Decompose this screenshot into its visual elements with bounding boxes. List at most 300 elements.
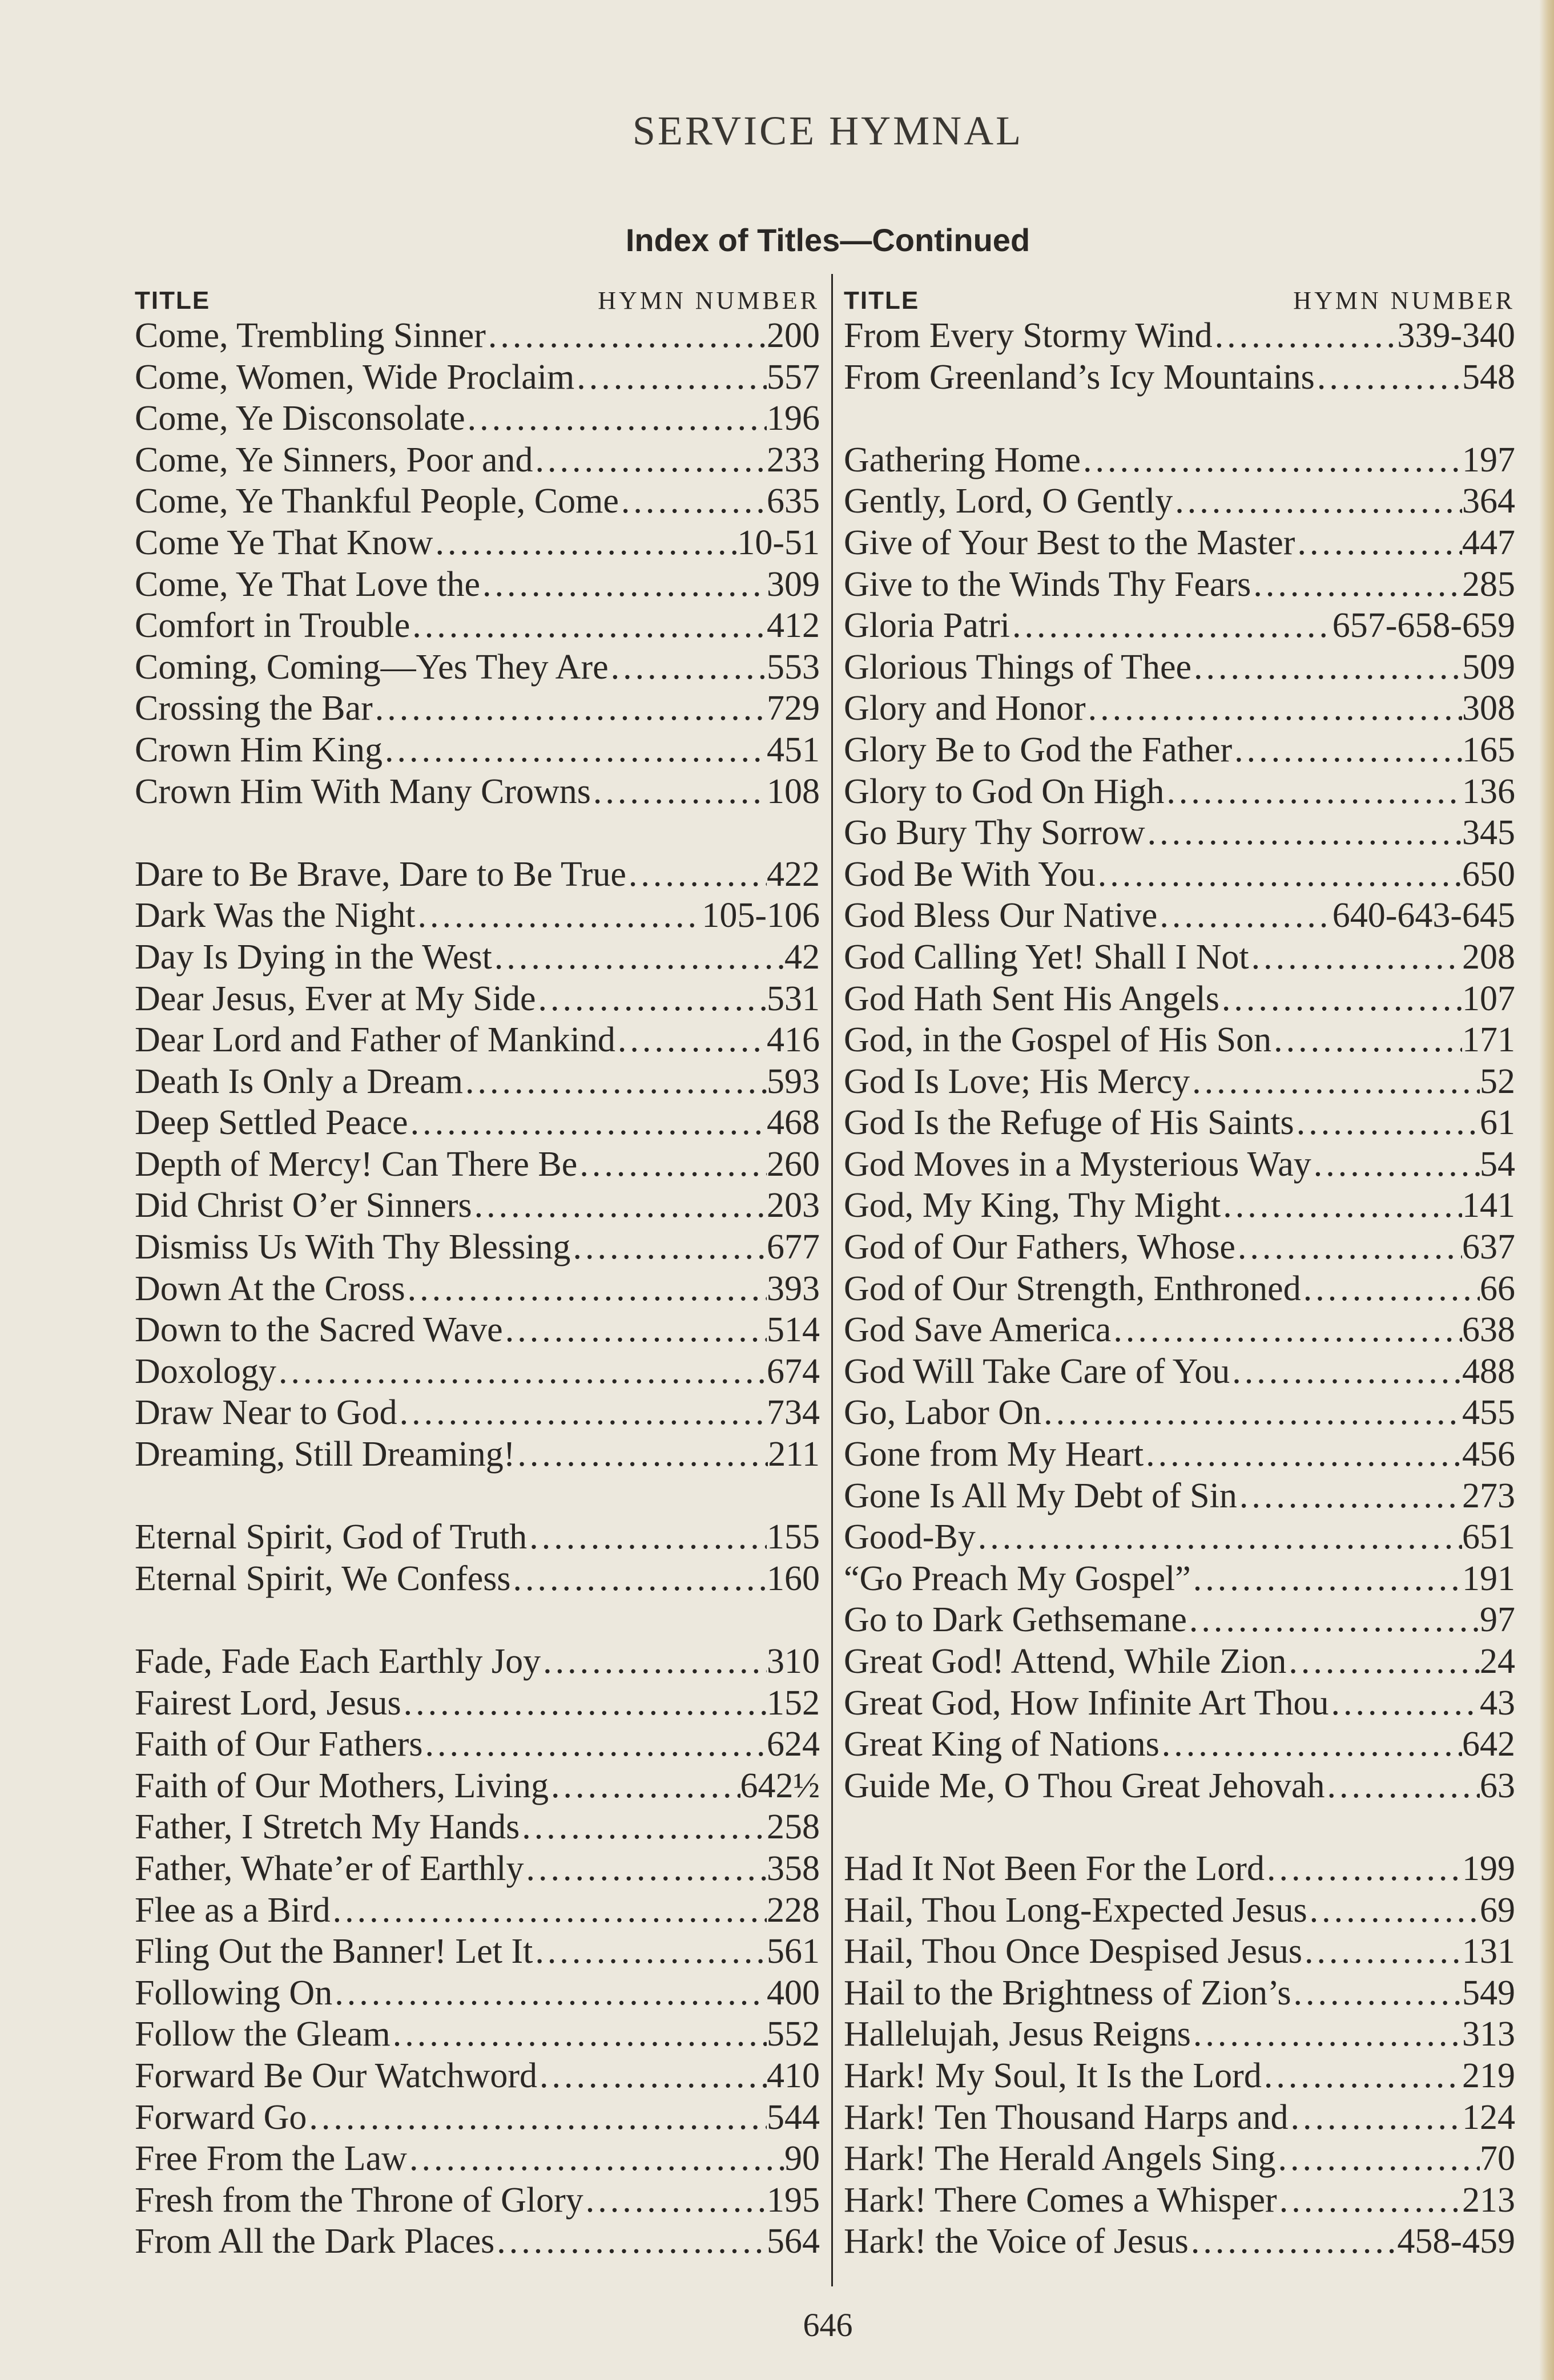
hymn-number: 640-643-645 <box>1332 896 1515 935</box>
hymn-number: 313 <box>1462 2015 1515 2054</box>
hymn-title: Crown Him King <box>135 730 383 769</box>
hymn-title: Dismiss Us With Thy Blessing <box>135 1228 571 1267</box>
letter-group-spacer <box>844 1806 1515 1848</box>
dot-leader <box>331 1890 767 1931</box>
dot-leader <box>1191 2014 1462 2055</box>
hymn-number: 197 <box>1462 440 1515 479</box>
title-column-header: TITLE <box>135 287 211 314</box>
index-entry <box>135 481 820 522</box>
index-entry <box>135 2055 820 2097</box>
dot-leader <box>1232 729 1462 771</box>
index-entry <box>844 1268 1515 1310</box>
hymn-title: Hark! the Voice of Jesus <box>844 2222 1189 2261</box>
dot-leader <box>577 1144 767 1185</box>
hymn-number: 66 <box>1480 1269 1515 1308</box>
index-entry <box>135 1683 820 1724</box>
hymn-title: Day Is Dying in the West <box>135 937 492 977</box>
hymn-number: 393 <box>767 1269 820 1308</box>
dot-leader <box>480 564 767 606</box>
hymn-number: 657-658-659 <box>1332 606 1515 646</box>
index-entry <box>135 1309 820 1351</box>
dot-leader <box>276 1351 767 1393</box>
hymn-number: 635 <box>767 482 820 521</box>
hymn-number: 165 <box>1462 730 1515 769</box>
hymn-number: 410 <box>767 2056 820 2095</box>
hymn-number-column-header: HYMN NUMBER <box>1293 287 1515 314</box>
hymn-title: God of Our Strength, Enthroned <box>844 1269 1301 1308</box>
dot-leader <box>1271 1019 1462 1061</box>
hymn-title: Gone Is All My Debt of Sin <box>844 1476 1237 1515</box>
hymn-number: 200 <box>767 316 820 355</box>
dot-leader <box>1191 647 1462 688</box>
hymn-number: 195 <box>767 2180 820 2220</box>
dot-leader <box>619 481 767 522</box>
hymn-number: 564 <box>767 2222 820 2261</box>
dot-leader <box>423 1724 767 1765</box>
dot-leader <box>410 605 767 647</box>
hymn-title: Hail to the Brightness of Zion’s <box>844 1973 1291 2012</box>
dot-leader <box>1286 1641 1480 1683</box>
dot-leader <box>1302 1931 1462 1972</box>
hymn-number: 552 <box>767 2015 820 2054</box>
dot-leader <box>1307 1890 1480 1931</box>
hymn-number: 557 <box>767 357 820 397</box>
hymn-number: 455 <box>1462 1393 1515 1433</box>
hymn-number: 208 <box>1462 937 1515 977</box>
hymn-title: God, in the Gospel of His Son <box>844 1020 1272 1060</box>
index-entry <box>135 1351 820 1393</box>
index-entry <box>135 647 820 688</box>
hymn-title: Crossing the Bar <box>135 689 373 728</box>
dot-leader <box>533 1931 767 1972</box>
index-entry <box>844 1185 1515 1227</box>
index-entry <box>844 978 1515 1020</box>
hymn-title: Great God, How Infinite Art Thou <box>844 1683 1329 1723</box>
hymn-title: Dear Lord and Father of Mankind <box>135 1020 615 1060</box>
dot-leader <box>1237 1475 1462 1517</box>
dot-leader <box>1111 1309 1462 1351</box>
hymn-number: 544 <box>767 2097 820 2137</box>
hymn-title: Good-By <box>844 1518 976 1557</box>
index-entry <box>844 854 1515 895</box>
hymn-title: Glory to God On High <box>844 772 1165 811</box>
index-entry <box>135 1848 820 1890</box>
index-entry <box>844 315 1515 357</box>
hymn-number: 43 <box>1480 1683 1515 1723</box>
hymn-title: Go, Labor On <box>844 1393 1042 1433</box>
dot-leader <box>524 1848 767 1890</box>
index-entry <box>844 1931 1515 1972</box>
hymn-title: Dare to Be Brave, Dare to Be True <box>135 854 626 894</box>
index-entry <box>844 729 1515 771</box>
hymn-number: 213 <box>1462 2180 1515 2220</box>
hymn-number: 345 <box>1462 813 1515 853</box>
hymn-title: Come, Ye Thankful People, Come <box>135 482 619 521</box>
hymn-title: Depth of Mercy! Can There Be <box>135 1144 578 1184</box>
dot-leader <box>383 729 767 771</box>
index-entry <box>844 481 1515 522</box>
page-number: 646 <box>803 2306 853 2343</box>
dot-leader <box>527 1516 767 1558</box>
index-entry <box>844 564 1515 606</box>
dot-leader <box>533 439 767 481</box>
hymn-number: 400 <box>767 1973 820 2012</box>
index-entry <box>135 2221 820 2262</box>
hymn-number: 553 <box>767 647 820 687</box>
index-entry <box>844 522 1515 564</box>
hymn-number: 54 <box>1480 1144 1515 1184</box>
hymn-title: Glory Be to God the Father <box>844 730 1233 769</box>
hymn-title: Guide Me, O Thou Great Jehovah <box>844 1766 1325 1805</box>
right-column-header <box>844 274 1515 315</box>
index-entry <box>135 978 820 1020</box>
hymn-title: Comfort in Trouble <box>135 606 410 646</box>
dot-leader <box>1191 1558 1462 1600</box>
index-entry <box>844 1641 1515 1683</box>
index-entry <box>135 1972 820 2014</box>
hymn-number: 548 <box>1462 357 1515 397</box>
hymn-number: 642½ <box>740 1766 820 1805</box>
dot-leader <box>1275 2138 1480 2180</box>
hymn-title: Give to the Winds Thy Fears <box>844 564 1251 604</box>
hymn-title: Follow the Gleam <box>135 2015 390 2054</box>
hymn-title: Hark! My Soul, It Is the Lord <box>844 2056 1262 2095</box>
dot-leader <box>520 1806 767 1848</box>
index-entry <box>135 1227 820 1268</box>
dot-leader <box>1213 315 1398 357</box>
letter-group-spacer <box>135 1599 820 1641</box>
hymn-number: 258 <box>767 1808 820 1847</box>
hymn-title: Hallelujah, Jesus Reigns <box>844 2015 1191 2054</box>
index-entry <box>135 895 820 937</box>
index-entry <box>135 2180 820 2221</box>
dot-leader <box>463 1061 767 1103</box>
hymn-number: 52 <box>1480 1062 1515 1101</box>
index-entry <box>135 854 820 895</box>
dot-leader <box>1010 605 1332 647</box>
dot-leader <box>1173 481 1462 522</box>
dot-leader <box>515 1434 768 1475</box>
dot-leader <box>1144 1434 1462 1475</box>
hymn-number: 108 <box>767 772 820 811</box>
hymn-number: 199 <box>1462 1849 1515 1888</box>
dot-leader <box>307 2097 767 2139</box>
column-divider <box>831 274 833 2286</box>
dot-leader <box>536 978 767 1020</box>
hymn-title: Father, I Stretch My Hands <box>135 1808 520 1847</box>
left-entry-list <box>135 315 820 2262</box>
hymn-number: 422 <box>767 854 820 894</box>
index-entry <box>844 895 1515 937</box>
index-entry <box>844 1558 1515 1600</box>
index-entry <box>844 647 1515 688</box>
hymn-title: Following On <box>135 1973 333 2012</box>
index-entry <box>135 1890 820 1931</box>
dot-leader <box>1249 937 1462 978</box>
hymn-number: 105-106 <box>702 896 820 935</box>
dot-leader <box>1190 1061 1480 1103</box>
index-entry <box>844 1724 1515 1765</box>
hymn-number: 10-51 <box>737 523 820 562</box>
index-entry <box>844 2221 1515 2262</box>
dot-leader <box>1157 895 1332 937</box>
dot-leader <box>332 1972 767 2014</box>
dot-leader <box>511 1558 767 1600</box>
hymn-number: 674 <box>767 1352 820 1391</box>
dot-leader <box>1160 1724 1462 1765</box>
index-entry <box>844 1516 1515 1558</box>
dot-leader <box>492 937 784 978</box>
index-entry <box>135 1931 820 1972</box>
hymn-number: 514 <box>767 1310 820 1350</box>
hymn-number: 69 <box>1480 1890 1515 1930</box>
dot-leader <box>433 522 737 564</box>
hymn-title: God Is Love; His Mercy <box>844 1062 1190 1101</box>
hymn-title: Go to Dark Gethsemane <box>844 1600 1187 1640</box>
hymn-number: 228 <box>767 1890 820 1930</box>
dot-leader <box>1295 522 1462 564</box>
index-entry <box>844 1434 1515 1475</box>
index-entry <box>844 1102 1515 1144</box>
index-entry <box>844 1019 1515 1061</box>
hymn-title: Come, Trembling Sinner <box>135 316 486 355</box>
hymn-title: God of Our Fathers, Whose <box>844 1228 1235 1267</box>
hymn-title: Free From the Law <box>135 2139 407 2179</box>
hymn-title: From Greenland’s Icy Mountains <box>844 357 1315 397</box>
hymn-title: God Will Take Care of You <box>844 1352 1230 1391</box>
hymn-number-column-header: HYMN NUMBER <box>598 287 820 314</box>
hymn-title: Crown Him With Many Crowns <box>135 772 591 811</box>
dot-leader <box>541 1641 767 1683</box>
left-column-header <box>135 274 820 315</box>
hymn-number: 211 <box>768 1435 820 1474</box>
index-entry <box>135 2097 820 2139</box>
hymn-title: Down to the Sacred Wave <box>135 1310 503 1350</box>
index-entry <box>135 398 820 439</box>
dot-leader <box>405 1268 767 1310</box>
hymn-number: 531 <box>767 979 820 1018</box>
index-entry <box>135 1516 820 1558</box>
dot-leader <box>1221 1185 1462 1227</box>
hymn-number: 468 <box>767 1103 820 1143</box>
hymn-title: Glory and Honor <box>844 689 1086 728</box>
dot-leader <box>397 1392 767 1434</box>
index-entry <box>844 1061 1515 1103</box>
index-entry <box>844 2180 1515 2221</box>
index-entry <box>844 2014 1515 2055</box>
index-entry <box>135 564 820 606</box>
dot-leader <box>1096 854 1462 895</box>
hymn-number: 61 <box>1480 1103 1515 1143</box>
index-entry <box>135 688 820 729</box>
dot-leader <box>1277 2180 1462 2221</box>
dot-leader <box>1187 1599 1480 1641</box>
dot-leader <box>1265 1848 1462 1890</box>
dot-leader <box>373 688 767 729</box>
hymn-number: 458-459 <box>1397 2222 1515 2261</box>
dot-leader <box>1294 1102 1480 1144</box>
hymn-number: 416 <box>767 1020 820 1060</box>
hymn-number: 24 <box>1480 1642 1515 1681</box>
index-entry <box>844 1848 1515 1890</box>
hymn-title: Come, Ye Disconsolate <box>135 399 465 438</box>
hymn-title: Fresh from the Throne of Glory <box>135 2180 583 2220</box>
index-entry <box>135 522 820 564</box>
index-entry <box>135 1019 820 1061</box>
index-entry <box>135 1765 820 1807</box>
hymn-title: Come, Ye Sinners, Poor and <box>135 440 533 479</box>
index-entry <box>844 1890 1515 1931</box>
dot-leader <box>1086 688 1462 729</box>
hymn-title: Faith of Our Fathers <box>135 1725 423 1764</box>
dot-leader <box>1219 978 1462 1020</box>
index-entry <box>135 729 820 771</box>
hymn-title: Hark! There Comes a Whisper <box>844 2180 1277 2220</box>
index-entry <box>135 937 820 978</box>
dot-leader <box>583 2180 767 2221</box>
hymn-title: Hark! Ten Thousand Harps and <box>844 2097 1289 2137</box>
index-entry <box>135 1392 820 1434</box>
index-entry <box>844 2055 1515 2097</box>
index-entry <box>844 1392 1515 1434</box>
index-entry <box>135 1806 820 1848</box>
index-entry <box>844 2097 1515 2139</box>
hymn-title: Glorious Things of Thee <box>844 647 1192 687</box>
index-entry <box>135 357 820 398</box>
hymn-number: 488 <box>1462 1352 1515 1391</box>
dot-leader <box>1262 2055 1462 2097</box>
index-entry <box>844 2138 1515 2180</box>
hymn-number: 90 <box>784 2139 820 2179</box>
index-entry <box>135 1185 820 1227</box>
dot-leader <box>472 1185 767 1227</box>
hymn-title: Come, Ye That Love the <box>135 564 481 604</box>
index-entry <box>844 1972 1515 2014</box>
hymn-number: 650 <box>1462 854 1515 894</box>
dot-leader <box>486 315 767 357</box>
dot-leader <box>1164 771 1462 813</box>
hymn-title: Had It Not Been For the Lord <box>844 1849 1265 1888</box>
dot-leader <box>1251 564 1462 606</box>
hymn-title: Come Ye That Know <box>135 523 433 562</box>
index-entry <box>135 605 820 647</box>
dot-leader <box>390 2014 767 2055</box>
dot-leader <box>1145 812 1462 854</box>
hymn-number: 310 <box>767 1642 820 1681</box>
hymn-title: Gathering Home <box>844 440 1081 479</box>
hymn-title: Death Is Only a Dream <box>135 1062 464 1101</box>
letter-group-spacer <box>844 398 1515 439</box>
hymn-title: From All the Dark Places <box>135 2222 495 2261</box>
hymn-number: 63 <box>1480 1766 1515 1805</box>
hymn-number: 677 <box>767 1228 820 1267</box>
hymn-number: 70 <box>1480 2139 1515 2179</box>
hymn-number: 509 <box>1462 647 1515 687</box>
hymn-title: Dark Was the Night <box>135 896 416 935</box>
hymn-title: Come, Women, Wide Proclaim <box>135 357 575 397</box>
hymn-title: Gently, Lord, O Gently <box>844 482 1173 521</box>
title-column-header: TITLE <box>844 287 920 314</box>
hymn-title: Give of Your Best to the Master <box>844 523 1295 562</box>
dot-leader <box>407 2138 784 2180</box>
hymn-title: Deep Settled Peace <box>135 1103 408 1143</box>
hymn-title: “Go Preach My Gospel” <box>844 1559 1191 1598</box>
hymn-number: 729 <box>767 689 820 728</box>
dot-leader <box>494 2221 767 2262</box>
dot-leader <box>1325 1765 1480 1807</box>
hymn-number: 456 <box>1462 1435 1515 1474</box>
index-entry <box>844 1765 1515 1807</box>
dot-leader <box>1235 1227 1462 1268</box>
hymn-number: 152 <box>767 1683 820 1723</box>
dot-leader <box>408 1102 767 1144</box>
running-head: SERVICE HYMNAL <box>632 108 1024 154</box>
hymn-number: 593 <box>767 1062 820 1101</box>
hymn-number: 308 <box>1462 689 1515 728</box>
hymn-number: 339-340 <box>1397 316 1515 355</box>
dot-leader <box>1328 1683 1480 1724</box>
index-entry <box>844 688 1515 729</box>
hymn-number: 637 <box>1462 1228 1515 1267</box>
dot-leader <box>1081 439 1462 481</box>
hymn-title: God Bless Our Native <box>844 896 1158 935</box>
hymn-number: 260 <box>767 1144 820 1184</box>
index-entry <box>844 812 1515 854</box>
hymn-number: 638 <box>1462 1310 1515 1350</box>
dot-leader <box>1041 1392 1462 1434</box>
index-entry <box>844 1599 1515 1641</box>
index-entry <box>844 937 1515 978</box>
hymn-title: God Hath Sent His Angels <box>844 979 1219 1018</box>
index-entry <box>135 1558 820 1600</box>
hymn-title: Gone from My Heart <box>844 1435 1144 1474</box>
dot-leader <box>615 1019 767 1061</box>
hymn-number: 447 <box>1462 523 1515 562</box>
hymn-title: Great King of Nations <box>844 1725 1160 1764</box>
hymn-title: Dreaming, Still Dreaming! <box>135 1435 516 1474</box>
hymn-title: Forward Go <box>135 2097 307 2137</box>
index-entry <box>135 2138 820 2180</box>
hymn-number: 233 <box>767 440 820 479</box>
hymn-title: Eternal Spirit, We Confess <box>135 1559 511 1598</box>
hymn-title: Forward Be Our Watchword <box>135 2056 537 2095</box>
dot-leader <box>609 647 767 688</box>
index-title: Index of Titles—Continued <box>625 222 1030 258</box>
index-entry <box>135 1061 820 1103</box>
hymn-number: 196 <box>767 399 820 438</box>
dot-leader <box>503 1309 767 1351</box>
hymn-number: 734 <box>767 1393 820 1433</box>
index-entry <box>135 771 820 813</box>
dot-leader <box>570 1227 767 1268</box>
index-entry <box>844 1351 1515 1393</box>
hymn-number: 203 <box>767 1186 820 1225</box>
index-entry <box>844 605 1515 647</box>
hymn-title: Fairest Lord, Jesus <box>135 1683 401 1723</box>
index-entry <box>844 1227 1515 1268</box>
index-entry <box>844 1475 1515 1517</box>
dot-leader <box>465 398 767 439</box>
right-entry-list <box>844 315 1515 2262</box>
index-entry <box>135 1102 820 1144</box>
dot-leader <box>401 1683 767 1724</box>
hymn-title: From Every Stormy Wind <box>844 316 1213 355</box>
hymn-title: Hail, Thou Once Despised Jesus <box>844 1932 1303 1971</box>
index-entry <box>844 771 1515 813</box>
hymn-title: Draw Near to God <box>135 1393 397 1433</box>
index-entry <box>844 1683 1515 1724</box>
right-column <box>844 274 1515 2286</box>
